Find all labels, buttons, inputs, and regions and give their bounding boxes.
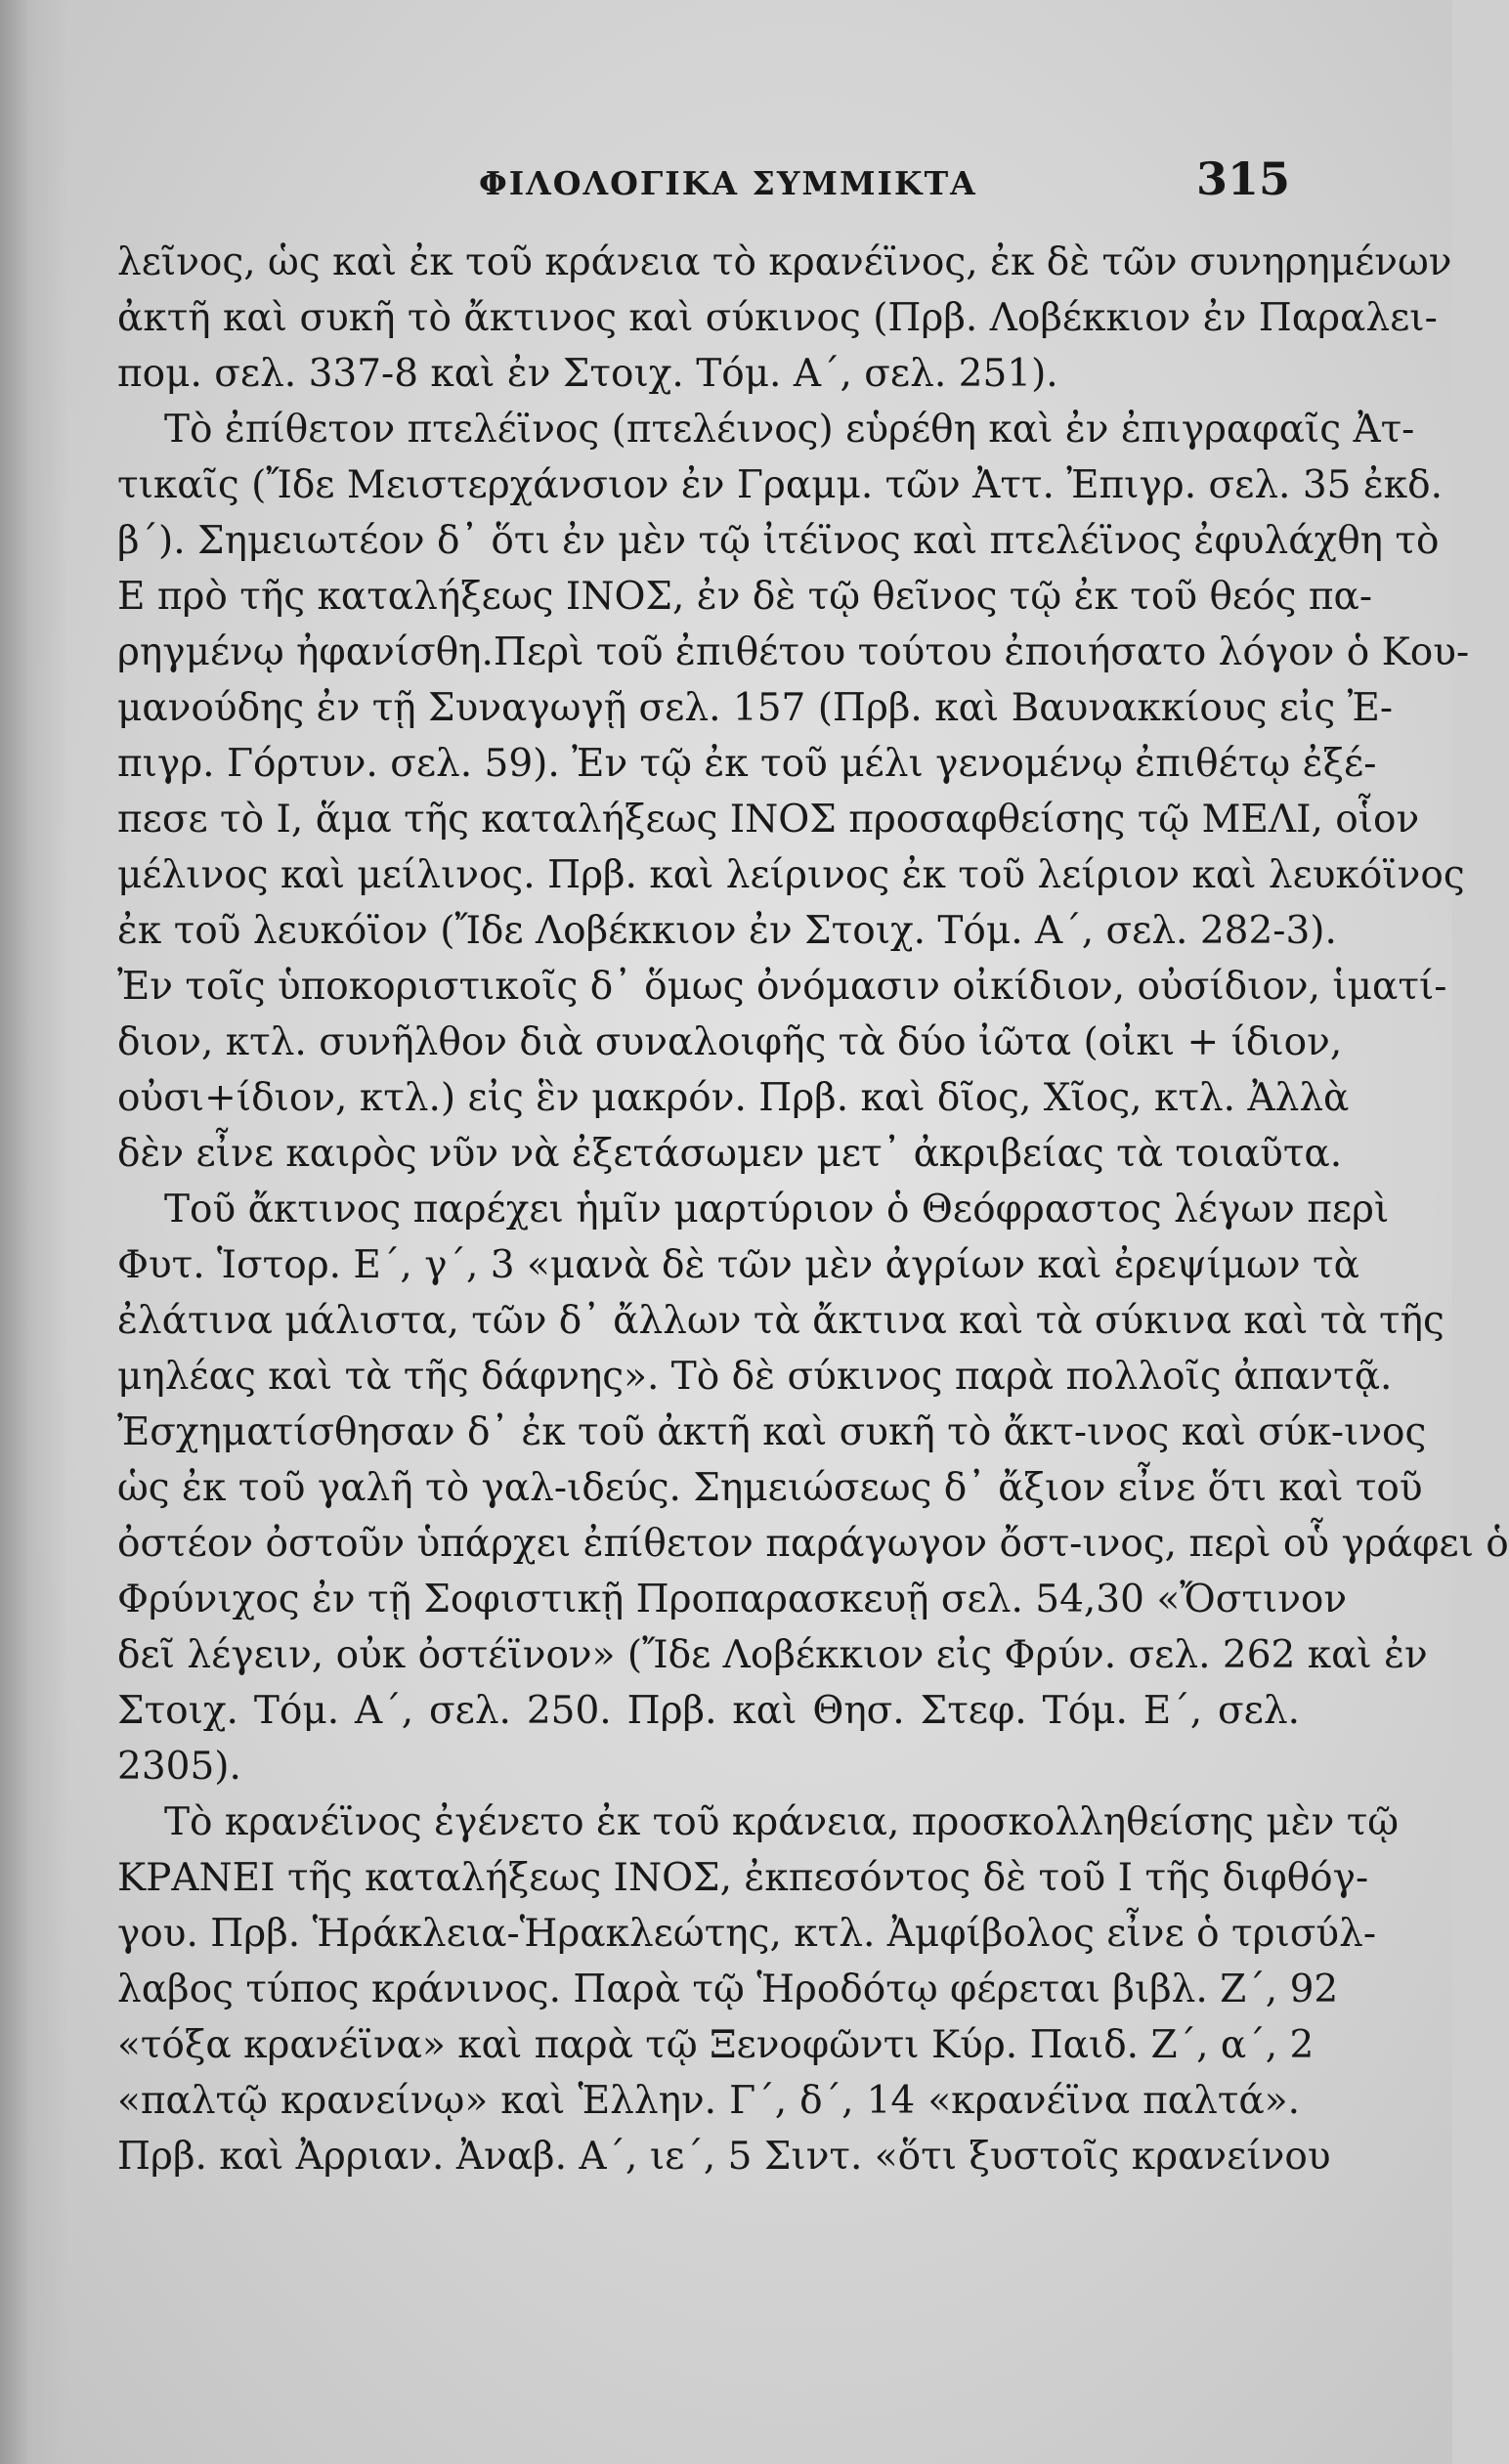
text-line: ἐλάτινα μάλιστα, τῶν δ᾽ ἄλλων τὰ ἄκτινα καὶ τὰ σύκινα καὶ τὰ τῆς (117, 1299, 1444, 1343)
text-line: πιγρ. Γόρτυν. σελ. 59). Ἐν τῷ ἐκ τοῦ μέλι γενομένῳ ἐπιθέτῳ ἐξέ- (117, 742, 1377, 786)
text-line: πεσε τὸ Ι, ἅμα τῆς καταλήξεως ΙΝΟΣ προσαφθείσης τῷ ΜΕΛΙ, οἷον (117, 798, 1420, 842)
text-line: ρηγμένῳ ἠφανίσθη.Περὶ τοῦ ἐπιθέτου τούτου ἐποιήσατο λόγον ὁ Κου- (117, 630, 1470, 674)
text-line: ἀκτῆ καὶ συκῆ τὸ ἄκτινος καὶ σύκινος (Πρβ. Λοβέκκιον ἐν Παραλει- (117, 296, 1438, 340)
text-line: γου. Πρβ. Ἡράκλεια-Ἡρακλεώτης, κτλ. Ἀμφίβολος εἶνε ὁ τρισύλ- (117, 1912, 1377, 1956)
text-line: ἐκ τοῦ λευκόϊον (Ἴδε Λοβέκκιον ἐν Στοιχ. Τόμ. Α΄, σελ. 282-3). (117, 909, 1337, 953)
page-gutter-shadow (0, 0, 68, 2464)
text-line: Τὸ ἐπίθετον πτελέϊνος (πτελέινος) εὑρέθη καὶ ἐν ἐπιγραφαῖς Ἀτ- (164, 408, 1415, 452)
text-line: μανούδης ἐν τῇ Συναγωγῇ σελ. 157 (Πρβ. καὶ Βαυνακκίους εἰς Ἐ- (117, 686, 1394, 730)
text-line: ὀστέον ὀστοῦν ὑπάρχει ἐπίθετον παράγωγον ὄστ-ινος, περὶ οὗ γράφει ὁ (117, 1522, 1509, 1566)
text-line: οὐσι+ίδιον, κτλ.) εἰς ἓν μακρόν. Πρβ. καὶ δῖος, Χῖος, κτλ. Ἀλλὰ (117, 1076, 1350, 1120)
text-line: δεῖ λέγειν, οὐκ ὀστέϊνον» (Ἴδε Λοβέκκιον εἰς Φρύν. σελ. 262 καὶ ἐν (117, 1633, 1428, 1677)
text-line: Φρύνιχος ἐν τῇ Σοφιστικῇ Προπαρασκευῇ σελ. 54,30 «Ὄστινον (117, 1578, 1348, 1621)
page-header (117, 147, 1300, 205)
text-line: λεῖνος, ὡς καὶ ἐκ τοῦ κράνεια τὸ κρανέϊνος, ἐκ δὲ τῶν συνηρημένων (117, 240, 1452, 284)
page-number: 315 (1195, 152, 1290, 205)
text-line: ὡς ἐκ τοῦ γαλῆ τὸ γαλ-ιδεύς. Σημειώσεως δ᾽ ἄξιον εἶνε ὅτι καὶ τοῦ (117, 1466, 1423, 1510)
text-line: Ἐν τοῖς ὑποκοριστικοῖς δ᾽ ὅμως ὀνόμασιν οἰκίδιον, οὐσίδιον, ἱματί- (117, 965, 1447, 1009)
text-line: «τόξα κρανέϊνα» καὶ παρὰ τῷ Ξενοφῶντι Κύρ. Παιδ. Ζ΄, α΄, 2 (117, 2023, 1315, 2067)
text-line: 2305). (117, 1745, 241, 1789)
text-line: λαβος τύπος κράνινος. Παρὰ τῷ Ἡροδότῳ φέρεται βιβλ. Ζ΄, 92 (117, 1967, 1339, 2011)
text-line: Τὸ κρανέϊνος ἐγένετο ἐκ τοῦ κράνεια, προσκολληθείσης μὲν τῷ (164, 1800, 1400, 1844)
text-line: Στοιχ. Τόμ. Α΄, σελ. 250. Πρβ. καὶ Θησ. Στεφ. Τόμ. Ε΄, σελ. (117, 1689, 1300, 1733)
text-line: Τοῦ ἄκτινος παρέχει ἡμῖν μαρτύριον ὁ Θεόφραστος λέγων περὶ (164, 1188, 1390, 1232)
running-title: ΦΙΛΟΛΟΓΙΚΑ ΣΥΜΜΙΚΤΑ (479, 164, 977, 202)
text-line: τικαῖς (Ἴδε Μειστερχάνσιον ἐν Γραμμ. τῶν Ἀττ. Ἐπιγρ. σελ. 35 ἐκδ. (117, 463, 1444, 507)
text-line: μέλινος καὶ μείλινος. Πρβ. καὶ λείρινος ἐκ τοῦ λείριον καὶ λευκόϊνος (117, 853, 1465, 897)
text-line: Φυτ. Ἱστορ. Ε΄, γ΄, 3 «μανὰ δὲ τῶν μὲν ἀγρίων καὶ ἐρεψίμων τὰ (117, 1243, 1359, 1287)
text-line: πομ. σελ. 337-8 καὶ ἐν Στοιχ. Τόμ. Α΄, σελ. 251). (117, 352, 1058, 396)
text-line: μηλέας καὶ τὰ τῆς δάφνης». Τὸ δὲ σύκινος παρὰ πολλοῖς ἀπαντᾷ. (117, 1355, 1393, 1399)
text-line: Ε πρὸ τῆς καταλήξεως ΙΝΟΣ, ἐν δὲ τῷ θεῖνος τῷ ἐκ τοῦ θεός πα- (117, 575, 1372, 619)
text-line: Πρβ. καὶ Ἀρριαν. Ἀναβ. Α΄, ιε΄, 5 Σιντ. «ὅτι ξυστοῖς κρανείνου (117, 2135, 1331, 2179)
text-line: β΄). Σημειωτέον δ᾽ ὅτι ἐν μὲν τῷ ἰτέϊνος καὶ πτελέϊνος ἐφυλάχθη τὸ (117, 519, 1440, 563)
body-text (117, 235, 1509, 2184)
text-line: Ἐσχηματίσθησαν δ᾽ ἐκ τοῦ ἀκτῆ καὶ συκῆ τὸ ἄκτ-ινος καὶ σύκ-ινος (117, 1410, 1427, 1454)
text-line: ΚΡΑΝΕΙ τῆς καταλήξεως ΙΝΟΣ, ἐκπεσόντος δὲ τοῦ Ι τῆς διφθόγ- (117, 1856, 1369, 1900)
text-line: «παλτῷ κρανείνῳ» καὶ Ἑλλην. Γ΄, δ΄, 14 «κρανέϊνα παλτά». (117, 2079, 1300, 2123)
text-line: δὲν εἶνε καιρὸς νῦν νὰ ἐξετάσωμεν μετ᾽ ἀκριβείας τὰ τοιαῦτα. (117, 1132, 1343, 1176)
text-line: διον, κτλ. συνῆλθον διὰ συναλοιφῆς τὰ δύο ἰῶτα (οἰκι + ίδιον, (117, 1020, 1343, 1064)
